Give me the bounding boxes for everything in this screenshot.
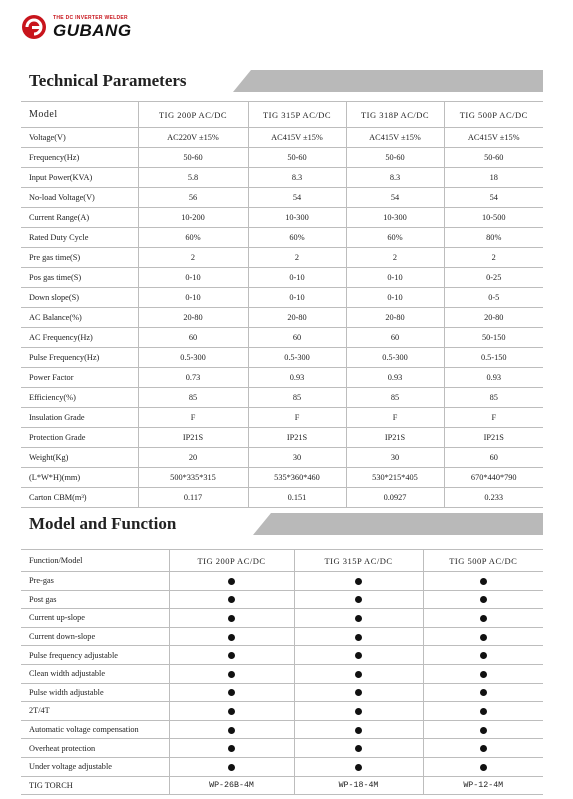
parameter-value: 8.3 — [346, 168, 444, 188]
gubang-logo-icon — [21, 14, 47, 40]
parameter-value: 56 — [138, 188, 248, 208]
parameter-label: AC Frequency(Hz) — [21, 328, 138, 348]
feature-cell — [423, 572, 543, 591]
function-label: Current down-slope — [21, 627, 169, 646]
table-row — [21, 248, 543, 268]
parameter-value: 60 — [138, 328, 248, 348]
parameter-label: Pos gas time(S) — [21, 268, 138, 288]
feature-supported-dot-icon — [228, 652, 235, 659]
feature-supported-dot-icon — [355, 634, 362, 641]
table-row — [21, 168, 543, 188]
parameter-value: 50-60 — [138, 148, 248, 168]
table-row — [21, 646, 543, 665]
table-row — [21, 368, 543, 388]
feature-cell — [294, 609, 423, 628]
column-header-model-name: TIG 200P AC/DC — [169, 550, 294, 572]
function-label: Automatic voltage compensation — [21, 720, 169, 739]
parameter-value: F — [346, 408, 444, 428]
parameter-value: 0.151 — [248, 488, 346, 508]
feature-supported-dot-icon — [480, 764, 487, 771]
column-header-model-name: TIG 315P AC/DC — [294, 550, 423, 572]
parameter-value: 2 — [138, 248, 248, 268]
feature-supported-dot-icon — [480, 689, 487, 696]
parameter-label: Carton CBM(m³) — [21, 488, 138, 508]
feature-cell — [169, 720, 294, 739]
parameter-value: 2 — [346, 248, 444, 268]
feature-supported-dot-icon — [355, 652, 362, 659]
feature-supported-dot-icon — [228, 596, 235, 603]
parameter-value: IP21S — [248, 428, 346, 448]
feature-cell — [423, 757, 543, 776]
table-row — [21, 488, 543, 508]
table-row — [21, 188, 543, 208]
parameter-label: (L*W*H)(mm) — [21, 468, 138, 488]
feature-supported-dot-icon — [355, 689, 362, 696]
parameter-value: 0-5 — [444, 288, 543, 308]
function-label: Pulse width adjustable — [21, 683, 169, 702]
table-row — [21, 228, 543, 248]
function-label: Pulse frequency adjustable — [21, 646, 169, 665]
table-row — [21, 308, 543, 328]
parameter-value: 0-10 — [248, 268, 346, 288]
feature-supported-dot-icon — [355, 615, 362, 622]
table-row — [21, 683, 543, 702]
feature-supported-dot-icon — [355, 578, 362, 585]
parameter-value: 0-10 — [346, 268, 444, 288]
feature-cell — [294, 627, 423, 646]
parameter-value: IP21S — [138, 428, 248, 448]
feature-cell — [169, 739, 294, 758]
feature-cell — [423, 664, 543, 683]
parameter-value: 0-25 — [444, 268, 543, 288]
brand-tagline: THE DC INVERTER WELDER — [53, 15, 128, 21]
parameter-label: Voltage(V) — [21, 128, 138, 148]
feature-cell — [423, 720, 543, 739]
parameter-value: 80% — [444, 228, 543, 248]
parameter-value: 0.5-300 — [346, 348, 444, 368]
feature-cell — [423, 739, 543, 758]
feature-supported-dot-icon — [228, 671, 235, 678]
feature-supported-dot-icon — [355, 727, 362, 734]
parameter-value: AC415V ±15% — [248, 128, 346, 148]
parameter-value: 54 — [248, 188, 346, 208]
parameter-label: Power Factor — [21, 368, 138, 388]
parameter-value: 50-150 — [444, 328, 543, 348]
table-header-row — [21, 102, 543, 128]
parameter-value: 54 — [346, 188, 444, 208]
feature-cell — [423, 702, 543, 721]
parameter-value: 54 — [444, 188, 543, 208]
feature-cell — [294, 739, 423, 758]
parameter-value: 0.93 — [346, 368, 444, 388]
technical-parameters-header — [21, 70, 543, 92]
parameter-label: Current Range(A) — [21, 208, 138, 228]
feature-supported-dot-icon — [480, 578, 487, 585]
parameter-value: 0-10 — [346, 288, 444, 308]
table-row — [21, 128, 543, 148]
column-header-model-name: TIG 500P AC/DC — [444, 102, 543, 128]
parameter-value: 0.0927 — [346, 488, 444, 508]
feature-supported-dot-icon — [228, 745, 235, 752]
torch-model: WP-26B-4M — [169, 776, 294, 795]
table-row — [21, 590, 543, 609]
feature-cell — [294, 572, 423, 591]
parameter-label: Protection Grade — [21, 428, 138, 448]
parameter-value: 5.8 — [138, 168, 248, 188]
parameter-label: Input Power(KVA) — [21, 168, 138, 188]
parameter-value: IP21S — [346, 428, 444, 448]
table-row — [21, 739, 543, 758]
parameter-value: 18 — [444, 168, 543, 188]
technical-parameters-title: Technical Parameters — [29, 71, 187, 90]
parameter-value: 10-300 — [346, 208, 444, 228]
feature-cell — [294, 590, 423, 609]
parameter-value: 85 — [444, 388, 543, 408]
parameter-value: 60% — [346, 228, 444, 248]
feature-supported-dot-icon — [480, 671, 487, 678]
function-label: Post gas — [21, 590, 169, 609]
parameter-value: 60 — [346, 328, 444, 348]
model-function-title: Model and Function — [29, 514, 177, 533]
torch-model: WP-12-4M — [423, 776, 543, 795]
parameter-value: 0.5-300 — [248, 348, 346, 368]
parameter-value: 670*440*790 — [444, 468, 543, 488]
feature-cell — [169, 757, 294, 776]
model-function-header — [21, 513, 543, 535]
parameter-label: Efficiency(%) — [21, 388, 138, 408]
feature-supported-dot-icon — [228, 615, 235, 622]
parameter-value: 50-60 — [444, 148, 543, 168]
table-row — [21, 268, 543, 288]
parameter-label: No-load Voltage(V) — [21, 188, 138, 208]
feature-supported-dot-icon — [228, 727, 235, 734]
parameter-label: Weight(Kg) — [21, 448, 138, 468]
table-row — [21, 572, 543, 591]
parameter-value: 0-10 — [248, 288, 346, 308]
table-row — [21, 208, 543, 228]
parameter-value: 0.93 — [444, 368, 543, 388]
parameter-value: 20-80 — [346, 308, 444, 328]
section-band — [233, 70, 543, 92]
feature-supported-dot-icon — [228, 689, 235, 696]
feature-cell — [169, 664, 294, 683]
parameter-value: 50-60 — [248, 148, 346, 168]
parameter-value: F — [138, 408, 248, 428]
parameter-value: 60 — [248, 328, 346, 348]
table-row — [21, 148, 543, 168]
table-row — [21, 428, 543, 448]
feature-supported-dot-icon — [228, 708, 235, 715]
parameter-value: 10-300 — [248, 208, 346, 228]
feature-cell — [294, 646, 423, 665]
parameter-value: 20-80 — [248, 308, 346, 328]
feature-cell — [169, 646, 294, 665]
torch-label: TIG TORCH — [21, 776, 169, 795]
table-row — [21, 408, 543, 428]
parameter-label: Insulation Grade — [21, 408, 138, 428]
parameter-value: 10-200 — [138, 208, 248, 228]
function-label: Under voltage adjustable — [21, 757, 169, 776]
parameter-value: 60 — [444, 448, 543, 468]
parameter-value: 0.5-300 — [138, 348, 248, 368]
table-row — [21, 609, 543, 628]
feature-cell — [294, 757, 423, 776]
table-row — [21, 702, 543, 721]
feature-supported-dot-icon — [480, 596, 487, 603]
parameter-value: 20-80 — [138, 308, 248, 328]
brand-name: GUBANG — [53, 21, 132, 40]
feature-cell — [169, 627, 294, 646]
feature-supported-dot-icon — [228, 578, 235, 585]
table-row — [21, 288, 543, 308]
feature-supported-dot-icon — [480, 708, 487, 715]
parameter-value: IP21S — [444, 428, 543, 448]
parameter-value: 60% — [138, 228, 248, 248]
parameter-value: 0.233 — [444, 488, 543, 508]
feature-cell — [169, 590, 294, 609]
table-row — [21, 664, 543, 683]
parameter-value: AC415V ±15% — [444, 128, 543, 148]
function-label: Overheat protection — [21, 739, 169, 758]
parameter-value: F — [248, 408, 346, 428]
parameter-value: 2 — [444, 248, 543, 268]
column-header-model: Model — [21, 102, 138, 128]
function-label: Clean width adjustable — [21, 664, 169, 683]
parameter-value: 0.5-150 — [444, 348, 543, 368]
parameter-value: 0.93 — [248, 368, 346, 388]
parameter-label: AC Balance(%) — [21, 308, 138, 328]
parameter-value: 20-80 — [444, 308, 543, 328]
function-label: Pre-gas — [21, 572, 169, 591]
column-header-function: Function/Model — [21, 550, 169, 572]
feature-supported-dot-icon — [355, 708, 362, 715]
table-row — [21, 348, 543, 368]
feature-supported-dot-icon — [480, 615, 487, 622]
parameter-value: 0.117 — [138, 488, 248, 508]
parameter-value: 60% — [248, 228, 346, 248]
table-row — [21, 757, 543, 776]
feature-cell — [169, 609, 294, 628]
feature-supported-dot-icon — [355, 745, 362, 752]
feature-supported-dot-icon — [228, 634, 235, 641]
parameter-value: 0-10 — [138, 268, 248, 288]
feature-cell — [423, 627, 543, 646]
parameter-value: 500*335*315 — [138, 468, 248, 488]
parameter-value: 85 — [138, 388, 248, 408]
parameter-value: 2 — [248, 248, 346, 268]
section-band — [253, 513, 543, 535]
parameter-value: 30 — [248, 448, 346, 468]
column-header-model-name: TIG 200P AC/DC — [138, 102, 248, 128]
parameter-value: 30 — [346, 448, 444, 468]
table-header-row — [21, 550, 543, 572]
parameter-value: AC415V ±15% — [346, 128, 444, 148]
feature-supported-dot-icon — [480, 727, 487, 734]
technical-parameters-table — [21, 101, 543, 508]
parameter-value: 530*215*405 — [346, 468, 444, 488]
parameter-value: 20 — [138, 448, 248, 468]
torch-row — [21, 776, 543, 795]
feature-cell — [294, 702, 423, 721]
parameter-value: 0-10 — [138, 288, 248, 308]
parameter-label: Frequency(Hz) — [21, 148, 138, 168]
parameter-label: Rated Duty Cycle — [21, 228, 138, 248]
parameter-value: F — [444, 408, 543, 428]
feature-supported-dot-icon — [355, 764, 362, 771]
feature-cell — [294, 683, 423, 702]
parameter-value: 50-60 — [346, 148, 444, 168]
feature-supported-dot-icon — [355, 671, 362, 678]
feature-cell — [169, 683, 294, 702]
parameter-value: 8.3 — [248, 168, 346, 188]
column-header-model-name: TIG 500P AC/DC — [423, 550, 543, 572]
column-header-model-name: TIG 315P AC/DC — [248, 102, 346, 128]
function-label: Current up-slope — [21, 609, 169, 628]
feature-cell — [423, 609, 543, 628]
parameter-value: 10-500 — [444, 208, 543, 228]
feature-cell — [294, 720, 423, 739]
feature-supported-dot-icon — [480, 634, 487, 641]
function-label: 2T/4T — [21, 702, 169, 721]
feature-supported-dot-icon — [480, 745, 487, 752]
feature-cell — [294, 664, 423, 683]
parameter-label: Pulse Frequency(Hz) — [21, 348, 138, 368]
parameter-label: Pre gas time(S) — [21, 248, 138, 268]
feature-cell — [423, 646, 543, 665]
feature-supported-dot-icon — [355, 596, 362, 603]
parameter-value: 85 — [248, 388, 346, 408]
table-row — [21, 448, 543, 468]
parameter-value: 0.73 — [138, 368, 248, 388]
table-row — [21, 388, 543, 408]
feature-cell — [169, 702, 294, 721]
parameter-label: Down slope(S) — [21, 288, 138, 308]
column-header-model-name: TIG 318P AC/DC — [346, 102, 444, 128]
torch-model: WP-18-4M — [294, 776, 423, 795]
parameter-value: 85 — [346, 388, 444, 408]
feature-cell — [423, 590, 543, 609]
table-row — [21, 468, 543, 488]
feature-cell — [423, 683, 543, 702]
brand-logo — [21, 10, 141, 46]
model-function-table — [21, 549, 543, 795]
table-row — [21, 328, 543, 348]
table-row — [21, 720, 543, 739]
table-row — [21, 627, 543, 646]
parameter-value: 535*360*460 — [248, 468, 346, 488]
parameter-value: AC220V ±15% — [138, 128, 248, 148]
feature-supported-dot-icon — [228, 764, 235, 771]
feature-supported-dot-icon — [480, 652, 487, 659]
feature-cell — [169, 572, 294, 591]
